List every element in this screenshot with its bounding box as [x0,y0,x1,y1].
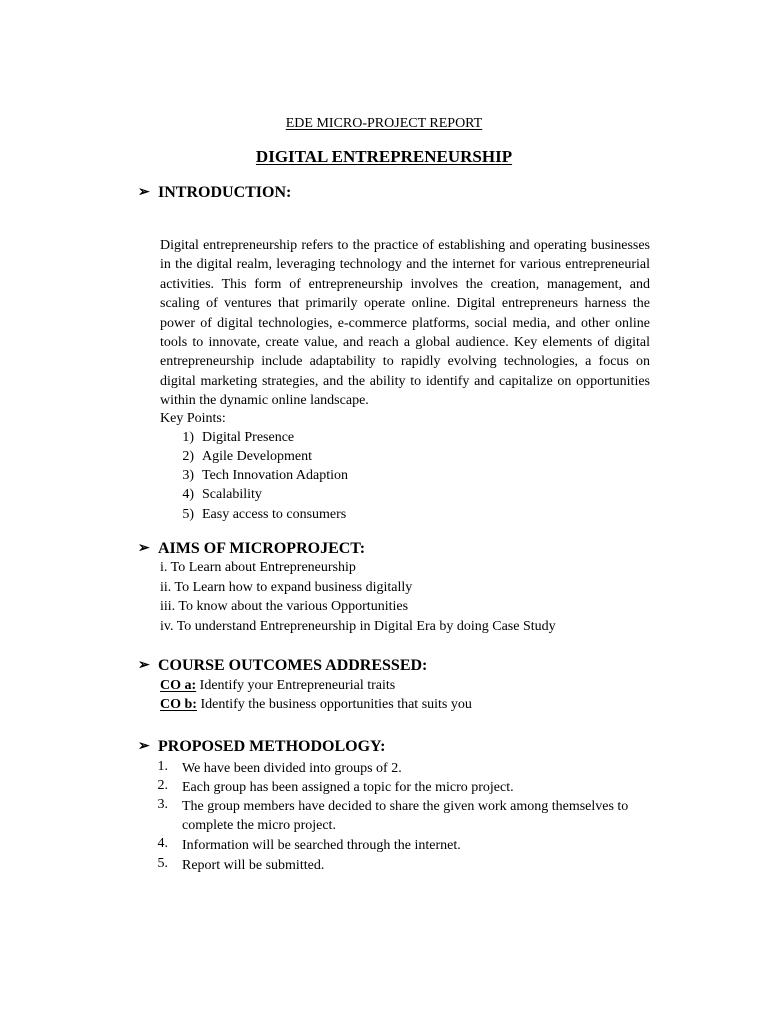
arrow-bullet-icon: ➢ [138,739,150,754]
course-outcome-item: CO a: Identify your Entrepreneurial traits [160,678,396,693]
list-number: 2. [157,778,168,793]
list-item: iv. To understand Entrepreneurship in Digital Era by doing Case Study [160,619,556,634]
list-item: The group members have decided to share the given work among themselves to complete the micro project. [182,799,629,834]
course-outcomes-heading [138,657,427,675]
list-item: We have been divided into groups of 2. [182,761,402,776]
methodology-heading-text: PROPOSED METHODOLOGY: [158,738,386,755]
list-number: 3. [157,797,168,812]
list-item: 5) Easy access to consumers [182,507,347,522]
course-outcome-item: CO b: Identify the business opportunities that suits you [160,697,472,712]
introduction-heading-text: INTRODUCTION: [158,184,292,201]
list-item: ii. To Learn how to expand business digitally [160,580,413,595]
key-points-label: Key Points: [160,411,226,426]
arrow-bullet-icon: ➢ [138,658,150,673]
methodology-heading [138,738,385,756]
list-number: 1. [157,759,168,774]
list-item: iii. To know about the various Opportunities [160,599,409,614]
list-item: 3) Tech Innovation Adaption [182,468,348,483]
list-item: Each group has been assigned a topic for the micro project. [182,780,514,795]
list-number: 4. [157,836,168,851]
introduction-heading [138,184,291,202]
list-item: 1) Digital Presence [182,430,295,445]
list-item: 2) Agile Development [182,449,313,464]
list-item: Report will be submitted. [182,858,325,873]
course-outcomes-heading-text: COURSE OUTCOMES ADDRESSED: [158,657,428,674]
arrow-bullet-icon: ➢ [138,185,150,200]
main-title: DIGITAL ENTREPRENEURSHIP [255,147,513,166]
aims-heading-text: AIMS OF MICROPROJECT: [158,540,366,557]
co-label: CO b: [160,697,197,712]
aims-heading [138,540,365,558]
list-number: 5. [157,856,168,871]
introduction-paragraph: Digital entrepreneurship refers to the practice of establishing and operating businesses in the digital realm, leveraging technology and the internet for various entrepreneurial activities. This form of entrepreneurship involves the creation, management, and scaling of ventures that primarily operate online. Digital entrepreneurs harness the power of digital technologies, e-commerce platforms, social media, and other online tools to innovate, create value, and reach a global audience. Key elements of digital entrepreneurship include adaptability to rapidly evolving technologies, a focus on digital marketing strategies, and the ability to identify and capitalize on opportunities within the dynamic online landscape. [160,238,650,409]
arrow-bullet-icon: ➢ [138,541,150,556]
list-item: 4) Scalability [182,487,262,502]
co-label: CO a: [160,678,197,693]
report-title: EDE MICRO-PROJECT REPORT [285,116,483,131]
list-item: Information will be searched through the internet. [182,838,461,853]
list-item: i. To Learn about Entrepreneurship [160,560,356,575]
